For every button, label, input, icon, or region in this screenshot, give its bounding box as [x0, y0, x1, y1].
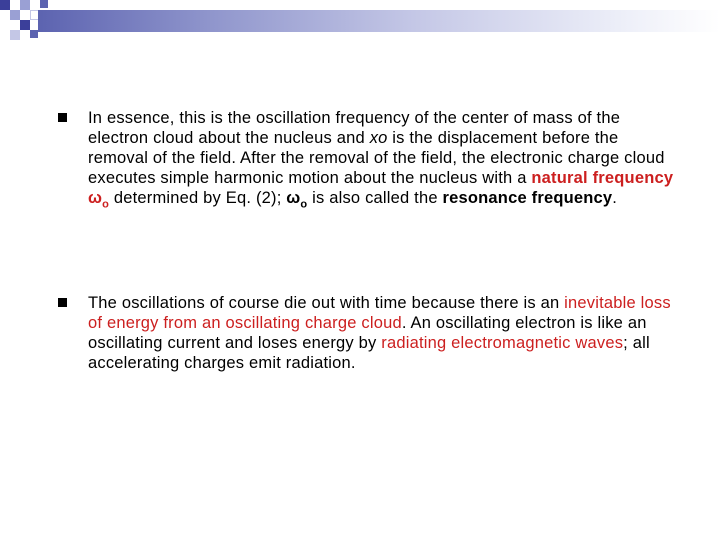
- text-run: determined by Eq. (2);: [109, 189, 287, 207]
- text-run: .: [612, 189, 618, 207]
- decor-square: [30, 30, 38, 38]
- bullet-text: [88, 108, 678, 211]
- text-run: ω: [88, 189, 103, 207]
- text-run: In essence, this is the oscillation frequency of the center of mass of the electron cloud about the nucleus and: [88, 109, 621, 147]
- text-run: The oscillations of course die out with time because there is an: [88, 294, 565, 312]
- decor-square: [10, 30, 20, 40]
- decor-square: [40, 0, 48, 8]
- text-run: radiating electromagnetic waves: [381, 334, 624, 352]
- text-run: is the displacement before the removal of the field. After the removal of the field, the electronic charge cloud executes simple harmonic motion about the nucleus with a: [88, 129, 665, 187]
- text-run: xo: [369, 129, 388, 147]
- bullet-marker: [58, 298, 67, 307]
- title-decoration: [0, 0, 720, 50]
- text-run: natural frequency: [531, 169, 674, 187]
- decor-square: [20, 20, 30, 30]
- decor-square: [10, 10, 20, 20]
- decor-square: [20, 0, 30, 10]
- text-run: is also called the: [307, 189, 443, 207]
- bullet-text: [88, 293, 678, 373]
- text-run: inevitable loss of energy from an oscillating charge cloud: [88, 294, 671, 332]
- text-run: resonance frequency: [442, 189, 613, 207]
- text-run: . An oscillating electron is like an oscillating current and loses energy by: [88, 314, 647, 352]
- text-run: ; all accelerating charges emit radiation.: [88, 334, 650, 372]
- title-gradient-bar: [38, 10, 720, 32]
- decor-square: [0, 0, 10, 10]
- text-run: o: [300, 198, 308, 211]
- text-run: ω: [286, 189, 301, 207]
- bullet-marker: [58, 113, 67, 122]
- text-run: o: [102, 198, 110, 211]
